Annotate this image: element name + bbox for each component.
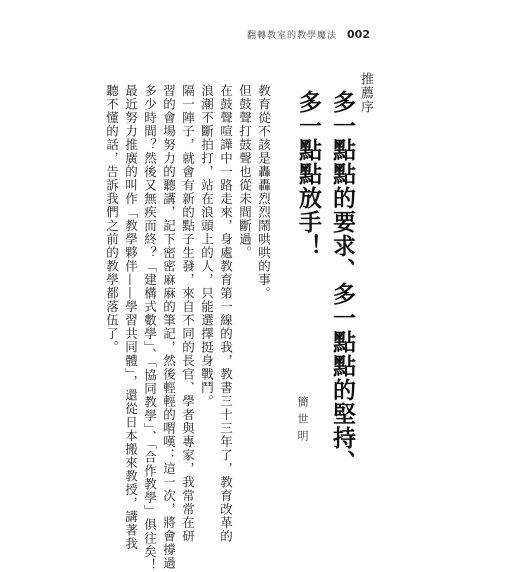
body-line-4: 浪潮不斷拍打，站在浪頭上的人，只能選擇挺身戰鬥。 [199,84,215,408]
page-number: 002 [347,28,370,41]
running-title: 翻轉教室的教學魔法 [247,31,338,41]
running-header [247,28,370,41]
preface-title-line-1: 多一點點的要求、多一點點的堅持、 [329,90,355,474]
body-line-5: 隔一陣子，就會有新的點子生發，來自不同的長官、學者與專家，我常常在研 [180,84,196,543]
body-line-8: 最近努力推廣的叫作「教學夥伴——學習共同體」，還從日本搬來教授，講著我 [123,84,139,551]
body-line-3: 在鼓聲喧譁中一路走來，身處教育第一線的我，教書三十三年了，教育改革的 [218,84,234,543]
body-line-6: 習的會場努力的聽講，記下密密麻麻的筆記，然後輕輕的喟嘆：這一次，將會撐過 [161,84,177,570]
body-line-7: 多少時間？然後又無疾而終？「建構式數學」、「協同教學」、「合作教學」俱往矣！ [142,84,158,572]
author-name: 簡世明 [296,396,309,447]
body-line-1: 教育從不該是轟轟烈烈鬧哄哄的事。 [256,84,272,300]
preface-label: 推薦序 [358,72,373,114]
preface-title-line-2: 多一點點放手！ [295,90,321,258]
body-line-9: 聽不懂的話，告訴我們之前的教學都落伍了。 [104,84,120,354]
body-line-2: 但鼓聲打鼓聲也從未間斷過。 [237,84,253,260]
